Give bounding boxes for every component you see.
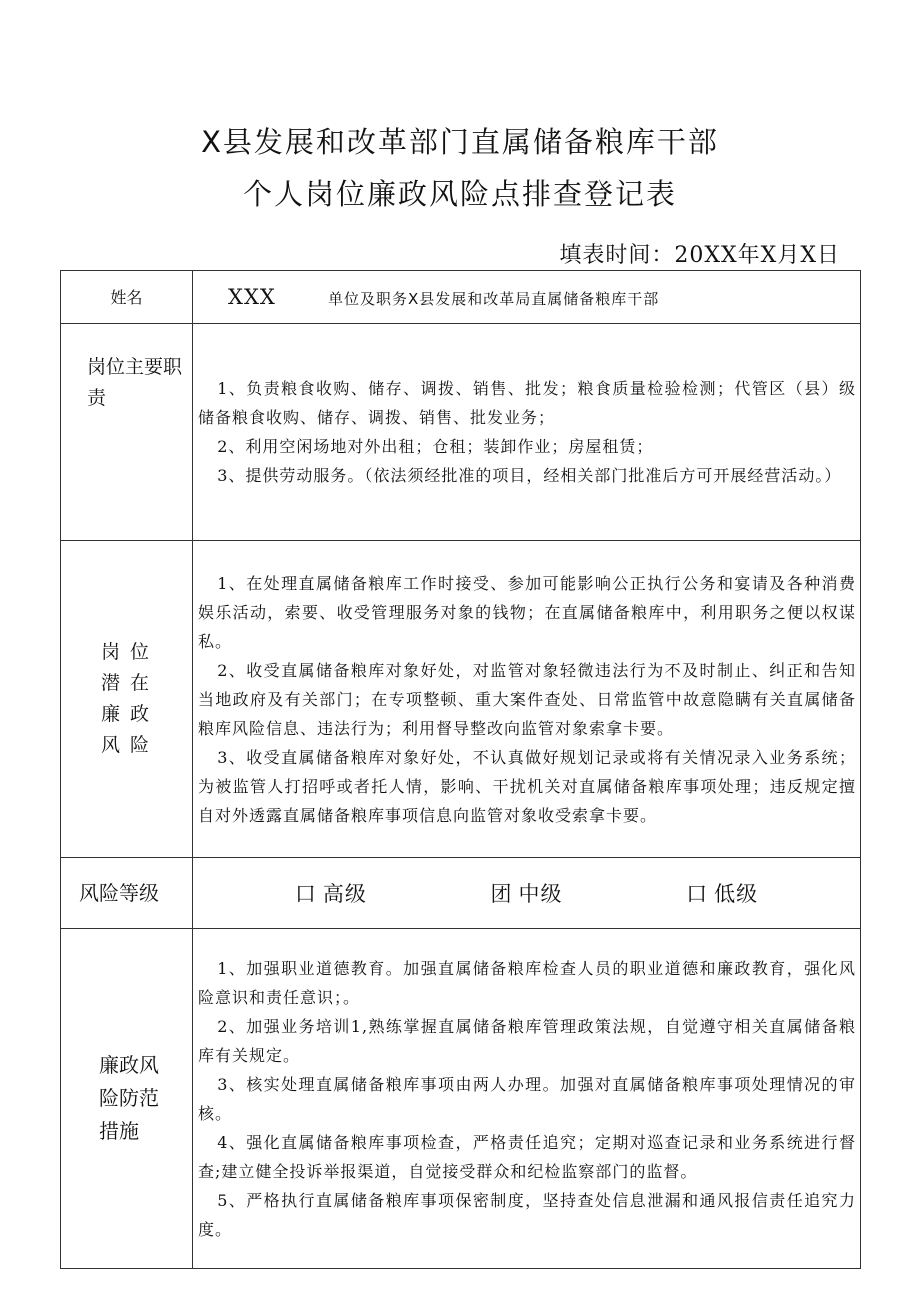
level-option-medium[interactable] xyxy=(490,878,562,908)
level-label: 风险等级 xyxy=(61,858,193,929)
measure-row xyxy=(61,929,861,1269)
duty-content xyxy=(193,324,861,541)
checkbox-checked-icon: 团 xyxy=(490,882,513,906)
level-option-label: 高级 xyxy=(322,882,367,906)
level-option-label: 中级 xyxy=(518,882,563,906)
measure-item: 1、加强职业道德教育。加强直属储备粮库检查人员的职业道德和廉政教育，强化风险意识和责任意识；。 xyxy=(198,958,856,1007)
risk-item: 2、收受直属储备粮库对象好处，对监管对象轻微违法行为不及时制止、纠正和告知当地政府及有关部门；在专项整顿、重大案件查处、日常监管中故意隐瞒有关直属储备粮库风险信息、违法行为；利用督导整改向监管对象索拿卡要。 xyxy=(198,660,856,738)
risk-item: 1、在处理直属储备粮库工作时接受、参加可能影响公正执行公务和宴请及各种消费娱乐活动，索要、收受管理服务对象的钱物；在直属储备粮库中，利用职务之便以权谋私。 xyxy=(198,573,856,651)
registration-form-table xyxy=(60,270,861,1269)
measure-content xyxy=(193,929,861,1269)
measure-item: 2、加强业务培训1,熟练掌握直属储备粮库管理政策法规，自觉遵守相关直属储备粮库有关规定。 xyxy=(198,1016,856,1065)
duty-item: 2、利用空闲场地对外出租；仓租；装卸作业；房屋租赁； xyxy=(217,437,654,456)
name-row xyxy=(61,271,861,324)
form-title-line-2: 个人岗位廉政风险点排查登记表 xyxy=(242,177,677,211)
risk-row xyxy=(61,541,861,858)
unit-label: 单位及职务 xyxy=(328,290,409,308)
risk-content xyxy=(193,541,861,858)
duty-row xyxy=(61,324,861,541)
name-unit-cell xyxy=(193,271,861,324)
measure-item: 5、严格执行直属储备粮库事项保密制度，坚持查处信息泄漏和通风报信责任追究力度。 xyxy=(198,1190,856,1239)
checkbox-unchecked-icon: 口 xyxy=(294,882,317,906)
risk-label: 岗位潜在廉政风险 xyxy=(61,541,193,858)
level-option-high[interactable] xyxy=(295,878,367,908)
name-label: 姓名 xyxy=(61,271,193,324)
level-option-label: 低级 xyxy=(714,882,759,906)
measure-label: 廉政风险防范措施 xyxy=(61,929,193,1269)
level-option-low[interactable] xyxy=(686,878,758,908)
risk-item: 3、收受直属储备粮库对象好处，不认真做好规划记录或将有关情况录入业务系统；为被监管人打招呼或者托人情，影响、干扰机关对直属储备粮库事项处理；违反规定擅自对外透露直属储备粮库事项信息向监管对象收受索拿卡要。 xyxy=(198,747,856,825)
checkbox-unchecked-icon: 口 xyxy=(686,882,709,906)
name-value: XXX xyxy=(228,285,276,309)
form-title-line-1: X县发展和改革部门直属储备粮库干部 xyxy=(201,125,719,159)
duty-item: 3、提供劳动服务。（依法须经批准的项目，经相关部门批准后方可开展经营活动。） xyxy=(217,466,842,485)
duty-item: 1、负责粮食收购、储存、调拨、销售、批发；粮食质量检验检测；代管区（县）级储备粮食收购、储存、调拨、销售、批发业务； xyxy=(198,379,856,427)
duty-label: 岗位主要职责 xyxy=(61,324,193,541)
level-row xyxy=(61,858,861,929)
level-options xyxy=(193,858,861,929)
measure-item: 3、核实处理直属储备粮库事项由两人办理。加强对直属储备粮库事项处理情况的审核。 xyxy=(198,1074,856,1123)
measure-item: 4、强化直属储备粮库事项检查，严格责任追究；定期对巡查记录和业务系统进行督查;建立健全投诉举报渠道，自觉接受群众和纪检监察部门的监督。 xyxy=(198,1132,856,1181)
unit-value: X县发展和改革局直属储备粮库干部 xyxy=(408,290,660,308)
fill-date: 填表时间：20XX年X月X日 xyxy=(559,243,840,268)
